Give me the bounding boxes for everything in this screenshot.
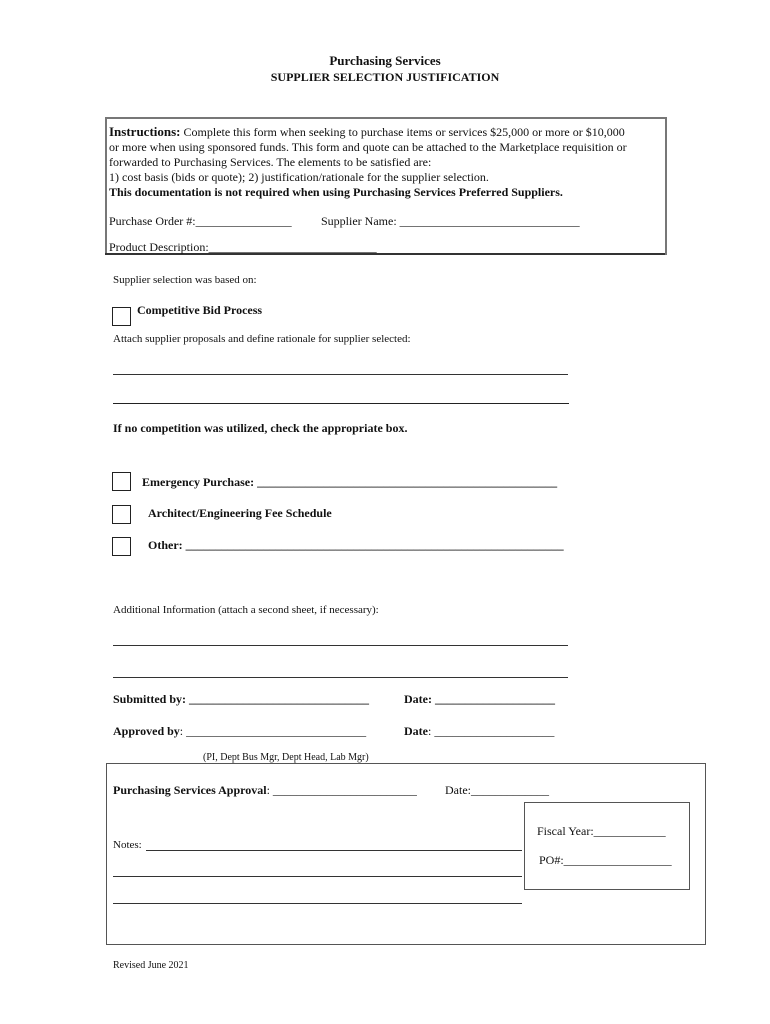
revision-note: Revised June 2021 (113, 960, 189, 971)
purchasing-approval-label: Purchasing Services Approval (113, 783, 267, 797)
approved-date-field[interactable] (404, 724, 554, 739)
approver-roles-note: (PI, Dept Bus Mgr, Dept Head, Lab Mgr) (203, 752, 369, 763)
no-competition-heading: If no competition was utilized, check the appropriate box. (113, 421, 408, 435)
other-checkbox[interactable] (112, 537, 131, 556)
instructions-text-1: Complete this form when seeking to purchase items or services $25,000 or more or $10,000 (183, 125, 625, 139)
selection-basis-label: Supplier selection was based on: (113, 274, 257, 286)
fiscal-year-field[interactable]: Fiscal Year:____________ (537, 824, 666, 838)
additional-info-line-2[interactable] (113, 677, 568, 678)
notes-line-2[interactable] (113, 876, 522, 877)
additional-info-label: Additional Information (attach a second sheet, if necessary): (113, 604, 379, 616)
notes-label: Notes: (113, 839, 142, 851)
rationale-line-1[interactable] (113, 374, 568, 375)
approved-by-line: : ______________________________ (179, 724, 367, 738)
instructions-line-5: This documentation is not required when using Purchasing Services Preferred Suppliers. (109, 185, 563, 199)
purchasing-approval-date[interactable]: Date:_____________ (445, 783, 549, 797)
purchase-order-field[interactable]: Purchase Order #:________________ (109, 214, 292, 228)
approved-by-label: Approved by (113, 724, 180, 738)
additional-info-line-1[interactable] (113, 645, 568, 646)
instructions-line-3: forwarded to Purchasing Services. The elements to be satisfied are: (109, 155, 432, 169)
submitted-date-field[interactable]: Date: ____________________ (404, 692, 555, 706)
supplier-name-field[interactable]: Supplier Name: ______________________________ (321, 214, 580, 228)
notes-line-1[interactable] (146, 850, 522, 851)
other-label[interactable]: Other: _______________________________________________________________ (148, 538, 564, 552)
architect-fee-checkbox[interactable] (112, 505, 131, 524)
emergency-purchase-checkbox[interactable] (112, 472, 131, 491)
product-description-field[interactable]: Product Description:____________________________ (109, 240, 377, 254)
purchasing-approval-line: : ________________________ (266, 783, 417, 797)
submitted-by-field[interactable]: Submitted by: ______________________________ (113, 692, 370, 706)
rationale-line-2[interactable] (113, 403, 569, 404)
purchasing-approval-field[interactable] (113, 783, 417, 798)
emergency-purchase-label[interactable]: Emergency Purchase: __________________________________________________ (142, 475, 558, 489)
notes-line-3[interactable] (113, 903, 522, 904)
approved-date-line: : ____________________ (428, 724, 555, 738)
form-title: SUPPLIER SELECTION JUSTIFICATION (270, 70, 500, 84)
instructions-lead: Instructions: (109, 124, 181, 139)
competitive-bid-label: Competitive Bid Process (137, 303, 263, 317)
instructions-line-4: 1) cost basis (bids or quote); 2) justification/rationale for the supplier selection. (109, 170, 489, 184)
instructions-line-1 (109, 124, 625, 141)
competitive-bid-checkbox[interactable] (112, 307, 131, 326)
approved-by-field[interactable] (113, 724, 366, 739)
fiscal-year-box (524, 802, 690, 890)
architect-fee-label: Architect/Engineering Fee Schedule (148, 506, 332, 520)
instructions-line-2: or more when using sponsored funds. This form and quote can be attached to the Marketplace requisition or (109, 140, 627, 154)
approved-date-label: Date (404, 724, 428, 738)
po-number-field[interactable]: PO#:__________________ (539, 853, 672, 867)
attach-note: Attach supplier proposals and define rationale for supplier selected: (113, 333, 411, 345)
org-title: Purchasing Services (329, 53, 441, 68)
